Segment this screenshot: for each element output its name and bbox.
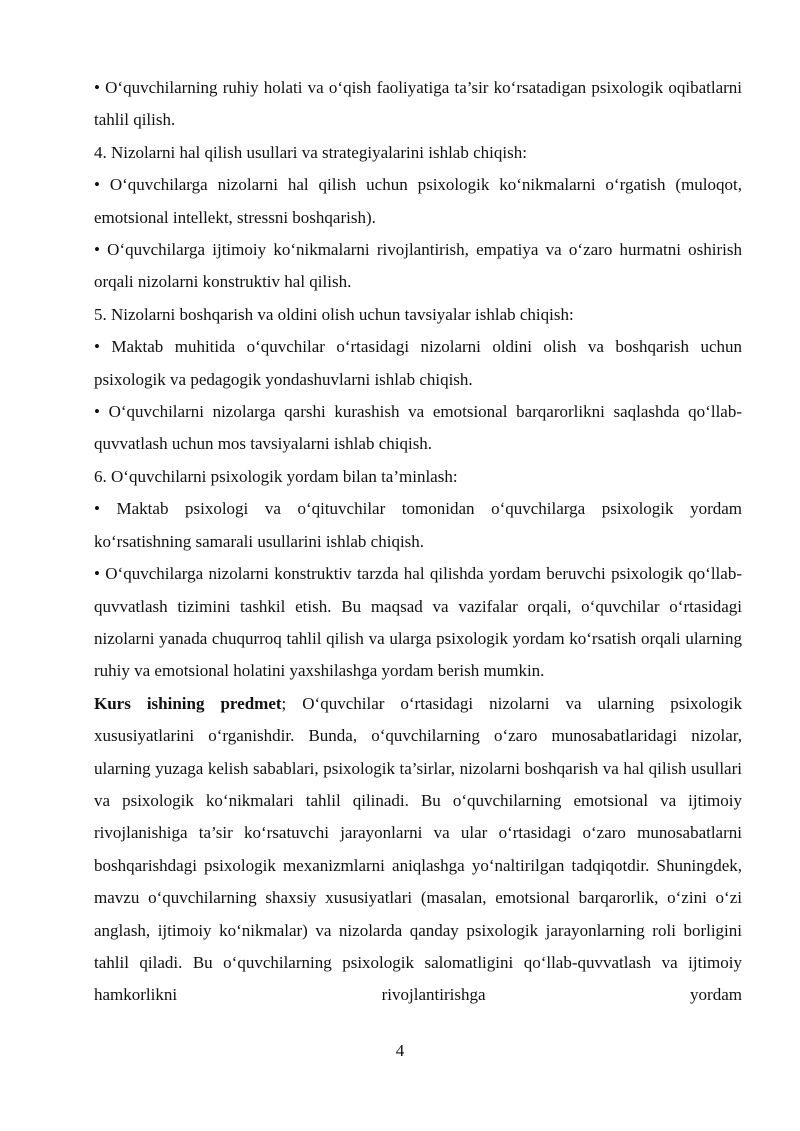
- paragraph: • O‘quvchilarni nizolarga qarshi kurashish va emotsional barqarorlikni saqlashda qo‘llab-quvvatlash uchun mos tavsiyalarni ishlab chiqish.: [94, 402, 742, 454]
- subject-paragraph: [94, 688, 742, 1012]
- paragraph: 6. O‘quvchilarni psixologik yordam bilan ta’minlash:: [94, 466, 458, 486]
- paragraph: • O‘quvchilarga ijtimoiy ko‘nikmalarni rivojlantirish, empatiya va o‘zaro hurmatni oshirish orqali nizolarni konstruktiv hal qilish.: [94, 240, 742, 292]
- document-body: [94, 72, 742, 1012]
- paragraph: • O‘quvchilarga nizolarni konstruktiv tarzda hal qilishda yordam beruvchi psixologik qo‘llab-quvvatlash tizimini tashkil etish. Bu maqsad va vazifalar orqali, o‘quvchilar o‘rtasidagi nizolarni yanada chuqurroq tahlil qilish va ularga psixologik yordam ko‘rsatish orqali ularning ruhiy va emotsional holatini yaxshilashga yordam berish mumkin.: [94, 564, 742, 681]
- paragraph: • O‘quvchilarning ruhiy holati va o‘qish faoliyatiga ta’sir ko‘rsatadigan psixologik oqibatlarni tahlil qilish.: [94, 78, 742, 130]
- paragraph: • Maktab psixologi va o‘qituvchilar tomonidan o‘quvchilarga psixologik yordam ko‘rsatishning samarali usullarini ishlab chiqish.: [94, 499, 742, 551]
- paragraph: 4. Nizolarni hal qilish usullari va strategiyalarini ishlab chiqish:: [94, 142, 527, 162]
- paragraph: • O‘quvchilarga nizolarni hal qilish uchun psixologik ko‘nikmalarni o‘rgatish (muloqot, emotsional intellekt, stressni boshqarish).: [94, 175, 742, 227]
- subject-heading: Kurs ishining predmet: [94, 693, 282, 713]
- paragraph: 5. Nizolarni boshqarish va oldini olish uchun tavsiyalar ishlab chiqish:: [94, 304, 574, 324]
- page-number: 4: [395, 1041, 405, 1060]
- paragraph: • Maktab muhitida o‘quvchilar o‘rtasidagi nizolarni oldini olish va boshqarish uchun psixologik va pedagogik yondashuvlarni ishlab chiqish.: [94, 337, 742, 389]
- subject-text: ; O‘quvchilar o‘rtasidagi nizolarni va ularning psixologik xususiyatlarini o‘rganishdir. Bunda, o‘quvchilarning o‘zaro munosabatlaridagi nizolar, ularning yuzaga kelish sabablari, psixologik ta’sirlar, nizolarni boshqarish va hal qilish usullari va psixologik ko‘nikmalari tahlil qilinadi. Bu o‘quvchilarning emotsional va ijtimoiy rivojlanishiga ta’sir ko‘rsatuvchi jarayonlarni va ular o‘rtasidagi o‘zaro munosabatlarni boshqarishdagi psixologik mexanizmlarni aniqlashga yo‘naltirilgan tadqiqotdir. Shuningdek, mavzu o‘quvchilarning shaxsiy xususiyatlari (masalan, emotsional barqarorlik, o‘zini o‘zi anglash, ijtimoiy ko‘nikmalar) va nizolarda qanday psixologik jarayonlarning roli borligini tahlil qiladi. Bu o‘quvchilarning psixologik salomatligini qo‘llab-quvvatlash va ijtimoiy hamkorlikni rivojlantirishga yordam: [94, 693, 742, 1005]
